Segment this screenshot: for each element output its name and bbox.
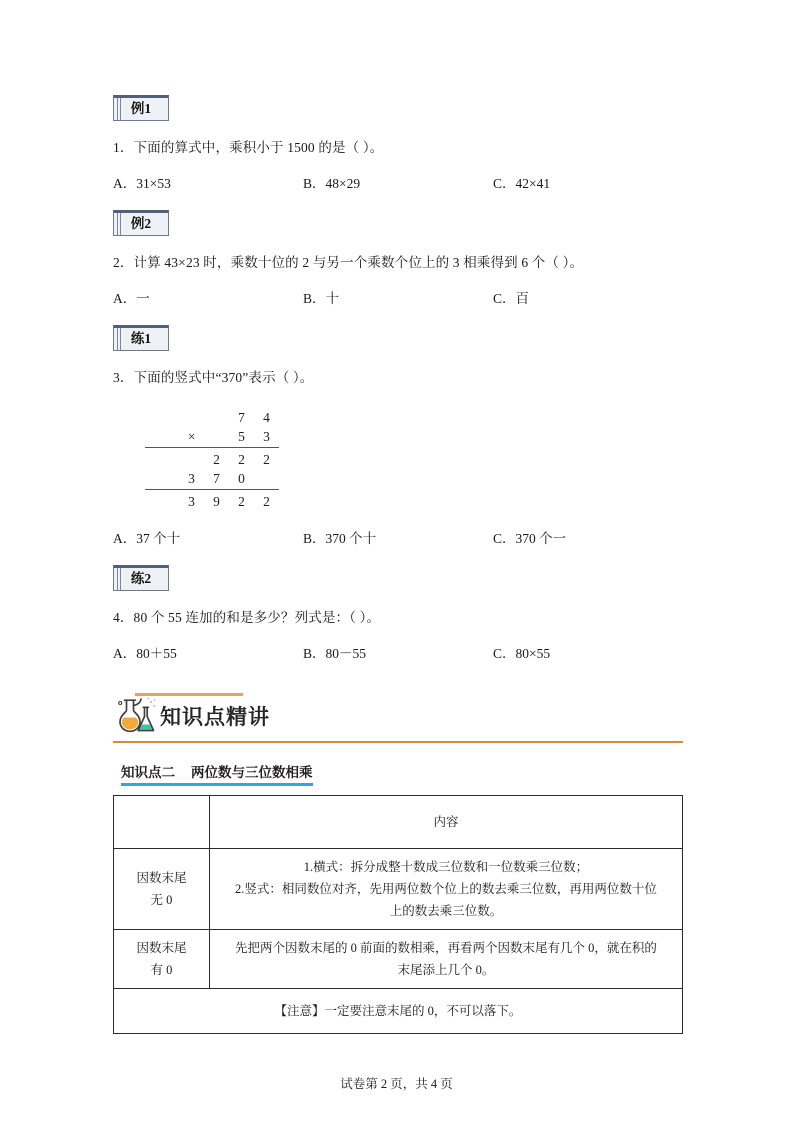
vmul-row-multiplier xyxy=(145,427,279,446)
row-label-line-1: 因数末尾 xyxy=(136,871,187,885)
table-header-content: 内容 xyxy=(210,796,683,849)
question-4-option-a[interactable]: A．80＋55 xyxy=(113,646,177,661)
question-3-option-a[interactable]: A．37 个十 xyxy=(113,531,181,546)
vmul-cell: 2 xyxy=(263,494,270,509)
vmul-cell: 2 xyxy=(238,494,245,509)
row-label-line-2: 无 0 xyxy=(150,893,173,907)
question-1-option-b[interactable]: B．48×29 xyxy=(303,176,361,191)
knowledge-point-label: 知识点二 xyxy=(121,765,175,780)
example-1-chip-row xyxy=(113,95,683,121)
question-4-options xyxy=(113,644,683,663)
vmul-divider-bottom xyxy=(145,489,279,490)
vmul-cell: 5 xyxy=(238,429,245,444)
question-1-option-c[interactable]: C．42×41 xyxy=(493,176,551,191)
table-row-label-no-zero xyxy=(114,849,210,930)
practice-2-chip-row xyxy=(113,565,683,591)
table-row xyxy=(114,930,683,989)
row-label-line-1: 因数末尾 xyxy=(136,941,187,955)
question-1-options xyxy=(113,174,683,193)
vmul-cell: 7 xyxy=(213,471,220,486)
question-3-options xyxy=(113,529,683,548)
vmul-cell: 3 xyxy=(263,429,270,444)
content-line: 上的数去乘三位数。 xyxy=(389,904,503,918)
content-line: 先把两个因数末尾的 0 前面的数相乘，再看两个因数末尾有几个 0，就在积的 xyxy=(235,941,657,955)
question-4-option-b[interactable]: B．80－55 xyxy=(303,646,367,661)
table-row xyxy=(114,849,683,930)
table-note: 【注意】一定要注意末尾的 0，不可以落下。 xyxy=(114,989,683,1034)
section-header-accent-bar xyxy=(135,693,243,696)
question-2-text: 2．计算 43×23 时，乘数十位的 2 与另一个乘数个位上的 3 相乘得到 6 个（ ）。 xyxy=(113,255,584,270)
vmul-divider-top xyxy=(145,447,279,448)
question-2-option-b[interactable]: B．十 xyxy=(303,291,340,306)
page-content xyxy=(113,95,683,1034)
vmul-row-product xyxy=(145,492,279,511)
vmul-cell: 3 xyxy=(188,494,195,509)
practice-1-chip-row xyxy=(113,325,683,351)
vmul-cell: 9 xyxy=(213,494,220,509)
question-2-option-c[interactable]: C．百 xyxy=(493,291,530,306)
vertical-multiplication-figure xyxy=(145,408,279,511)
table-row-note xyxy=(114,989,683,1034)
knowledge-point-heading-wrap xyxy=(113,743,683,786)
vmul-cell: 3 xyxy=(188,471,195,486)
section-header xyxy=(113,693,683,743)
question-1-option-a[interactable]: A．31×53 xyxy=(113,176,171,191)
section-title: 知识点精讲 xyxy=(160,706,270,729)
row-label-line-2: 有 0 xyxy=(150,963,173,977)
question-2-options xyxy=(113,289,683,308)
vmul-row-partial-1 xyxy=(145,450,279,469)
question-3-option-b[interactable]: B．370 个十 xyxy=(303,531,377,546)
flask-icon xyxy=(113,697,157,737)
knowledge-point-title: 两位数与三位数相乘 xyxy=(191,765,313,780)
question-1-text: 1．下面的算式中，乘积小于 1500 的是（ ）。 xyxy=(113,140,384,155)
table-row-label-has-zero xyxy=(114,930,210,989)
vmul-cell: 2 xyxy=(238,452,245,467)
page-footer: 试卷第 2 页，共 4 页 xyxy=(340,1077,453,1091)
chip-practice-2: 练2 xyxy=(113,565,169,591)
content-line: 末尾添上几个 0。 xyxy=(397,963,495,977)
question-3-option-c[interactable]: C．370 个一 xyxy=(493,531,567,546)
content-line: 1.横式：拆分成整十数成三位数和一位数乘三位数； xyxy=(303,860,589,874)
chip-example-2: 例2 xyxy=(113,210,169,236)
vmul-cell: 2 xyxy=(263,452,270,467)
vmul-row-multiplicand xyxy=(145,408,279,427)
example-2-chip-row xyxy=(113,210,683,236)
vmul-cell: 0 xyxy=(238,471,245,486)
chip-practice-1: 练1 xyxy=(113,325,169,351)
knowledge-table xyxy=(113,795,683,1034)
question-3-text: 3．下面的竖式中“370”表示（ ）。 xyxy=(113,370,314,385)
question-4-text: 4．80 个 55 连加的和是多少？列式是：（ ）。 xyxy=(113,610,381,625)
vmul-cell: 2 xyxy=(213,452,220,467)
vmul-row-partial-2 xyxy=(145,469,279,488)
question-4-option-c[interactable]: C．80×55 xyxy=(493,646,551,661)
table-cell-no-zero-content xyxy=(210,849,683,930)
chip-example-1: 例1 xyxy=(113,95,169,121)
vmul-cell: 7 xyxy=(238,410,245,425)
multiply-operator-icon: × xyxy=(187,429,196,444)
table-row-header xyxy=(114,796,683,849)
vmul-cell: 4 xyxy=(263,410,270,425)
question-2-option-a[interactable]: A．一 xyxy=(113,291,150,306)
table-cell-corner xyxy=(114,796,210,849)
content-line: 2.竖式：相同数位对齐，先用两位数个位上的数去乘三位数，再用两位数十位 xyxy=(235,882,657,896)
knowledge-point-heading xyxy=(121,761,313,786)
table-cell-has-zero-content xyxy=(210,930,683,989)
